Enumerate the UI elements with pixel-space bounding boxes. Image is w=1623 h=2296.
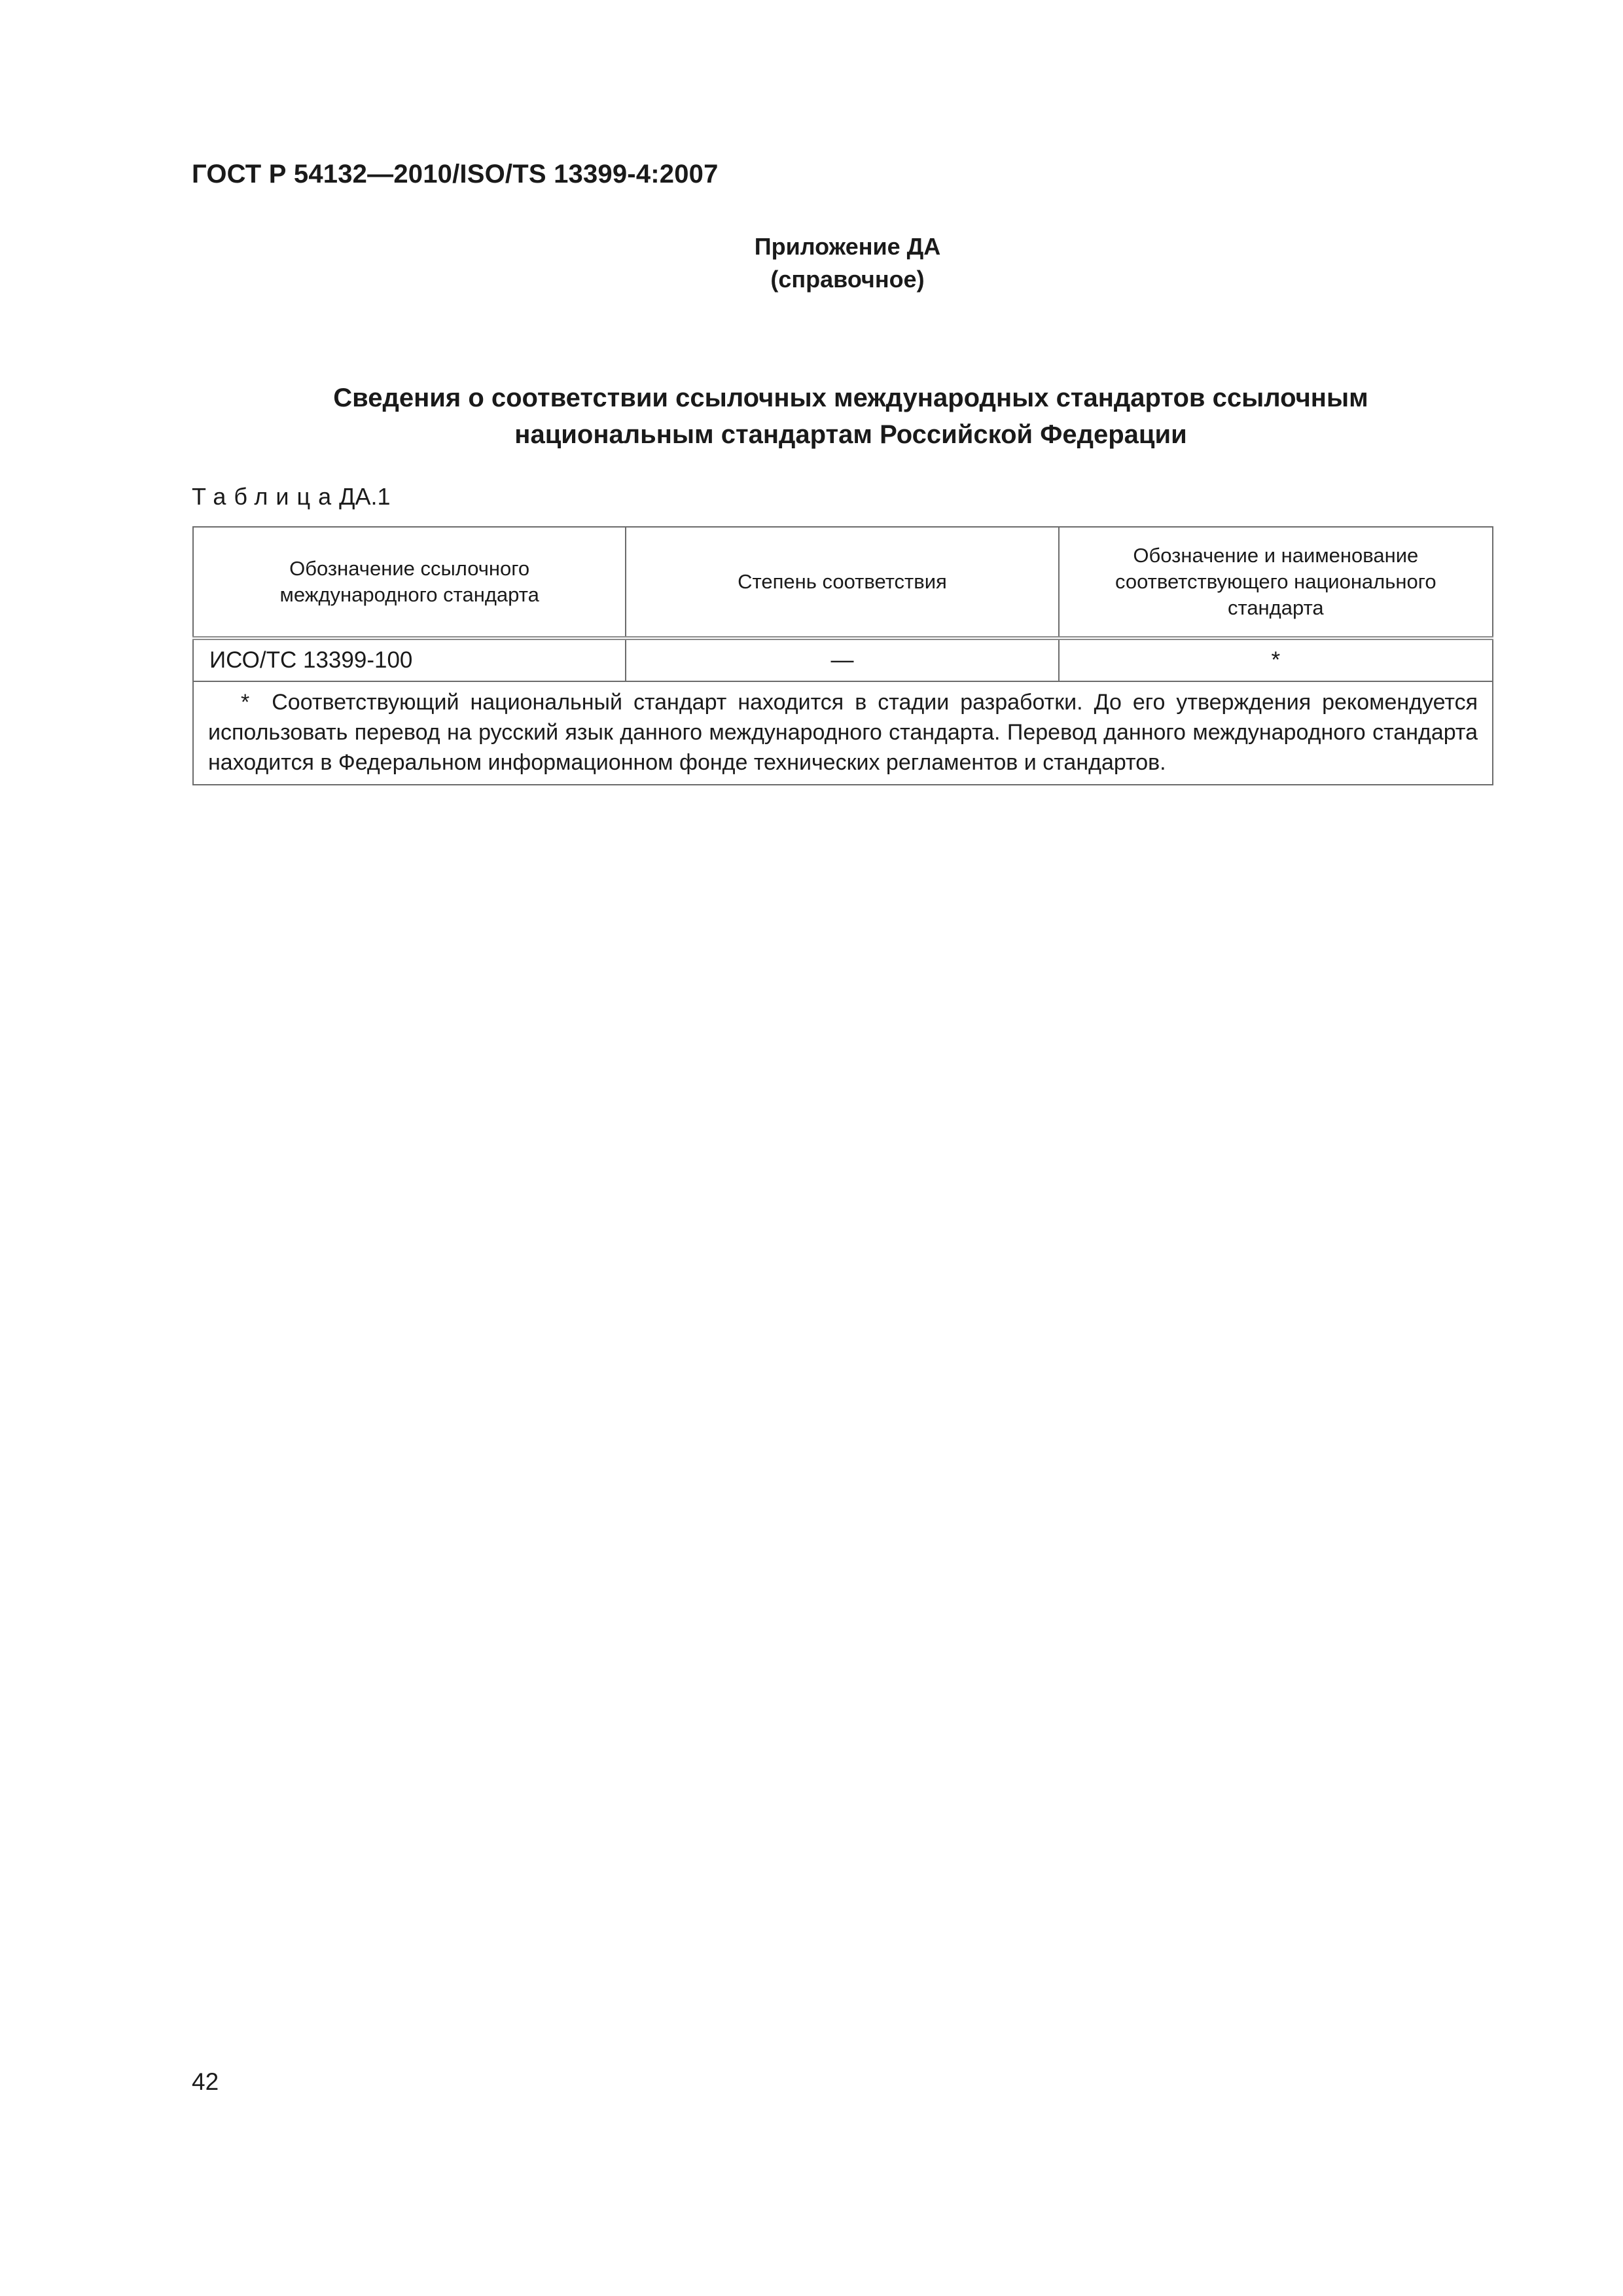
heading-line-2: национальным стандартам Российской Федерации [514,420,1187,449]
section-heading [196,380,1505,453]
table-caption-number: ДА.1 [339,483,391,510]
cell-intl-standard: ИСО/ТС 13399-100 [193,638,626,681]
footnote-mark: * [241,690,250,715]
header-intl-standard: Обозначение ссылочного международного стандарта [193,527,626,638]
table-caption [192,483,391,511]
table-caption-word: Таблица [192,483,340,510]
appendix-subtitle: (справочное) [770,266,925,293]
heading-line-1: Сведения о соответствии ссылочных международных стандартов ссылочным [333,384,1368,412]
cell-national-standard: * [1059,638,1493,681]
table-header-row [193,527,1493,638]
reference-table [192,526,1493,785]
appendix-title: Приложение ДА [754,233,941,260]
table-footnote [193,681,1493,785]
document-code: ГОСТ Р 54132—2010/ISO/TS 13399-4:2007 [192,160,719,188]
cell-degree: — [626,638,1058,681]
footnote-text: Соответствующий национальный стандарт находится в стадии разработки. До его утверждения рекомендуется использовать перевод на русский язык данного международного стандарта. Перевод данного международного стандарта находится в Федеральном информационном фонде технических регламентов и стандартов. [208,690,1478,775]
page-number: 42 [192,2068,219,2095]
header-national-standard: Обозначение и наименование соответствующего национального стандарта [1059,527,1493,638]
table-footnote-row [193,681,1493,785]
header-degree: Степень соответствия [626,527,1058,638]
table-row [193,638,1493,681]
appendix-block [0,230,1623,296]
